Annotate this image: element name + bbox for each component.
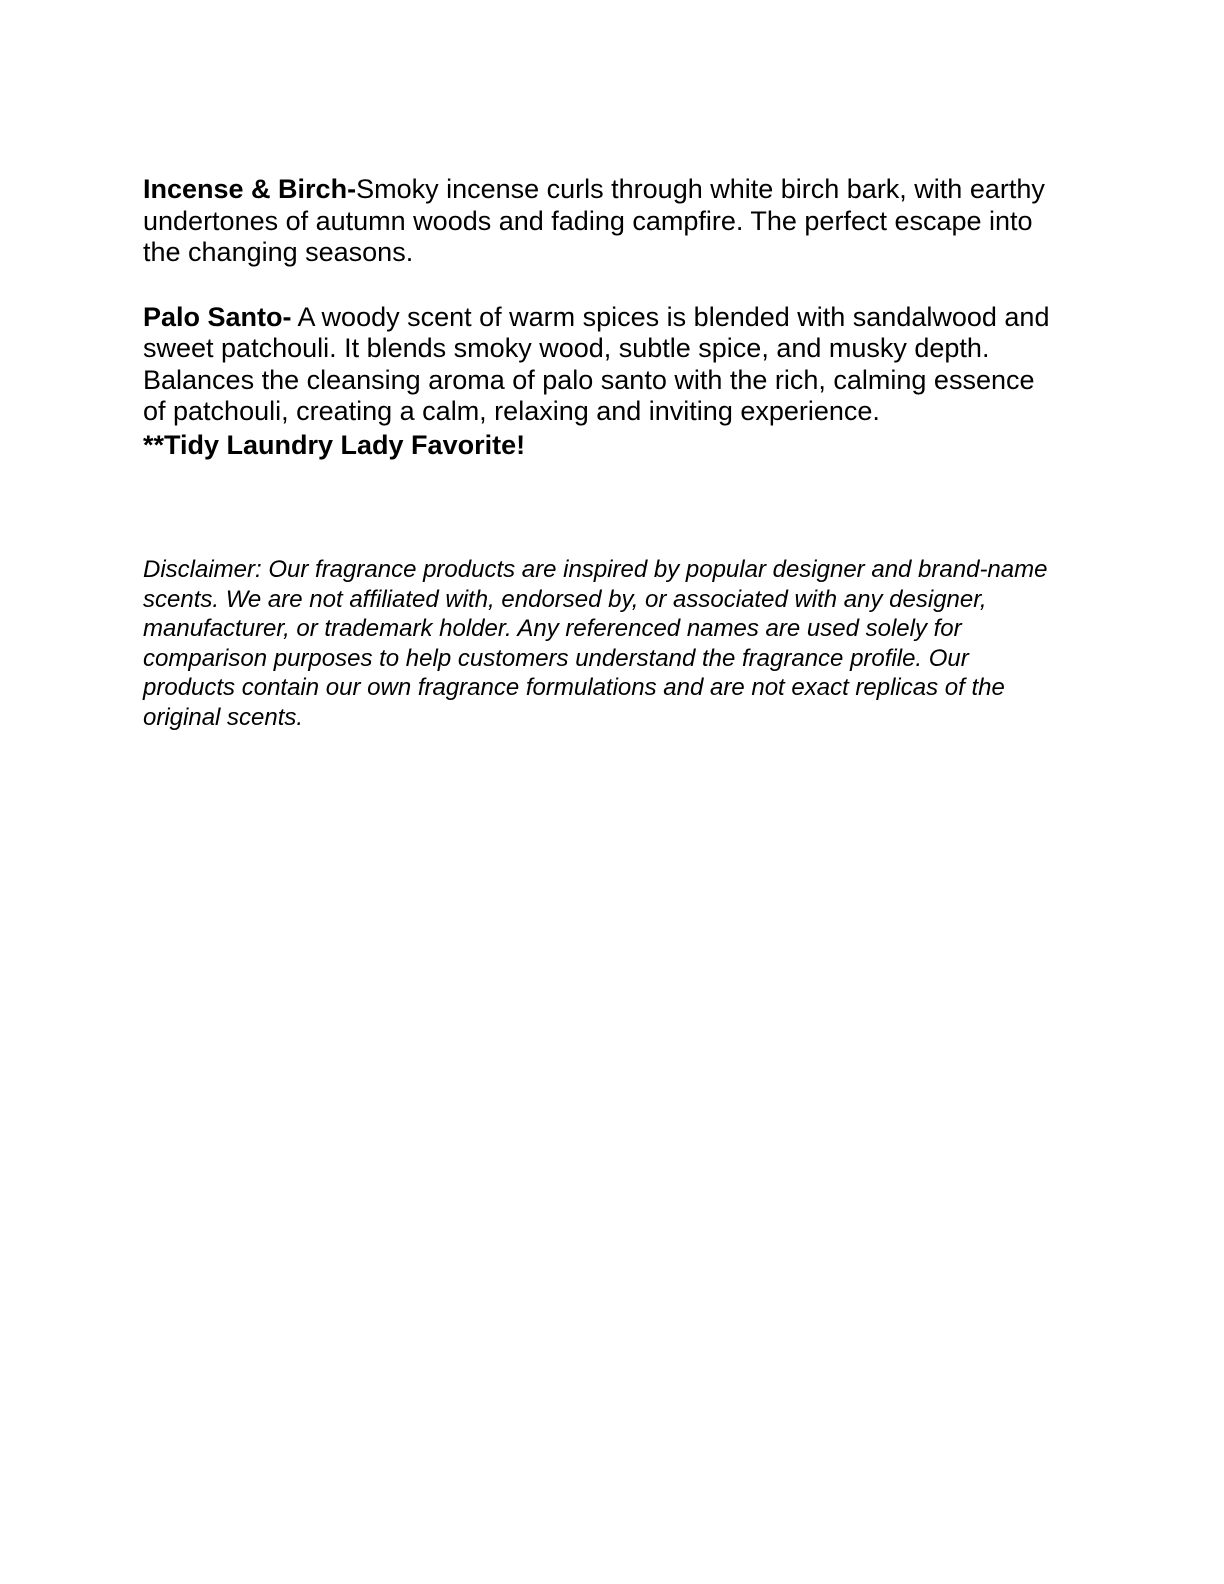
scent-name: Palo Santo-	[143, 301, 292, 332]
scent-incense-birch	[143, 174, 1063, 269]
scent-description: A woody scent of warm spices is blended with sandalwood and sweet patchouli. It blends smoky wood, subtle spice, and musky depth. Balances the cleansing aroma of palo santo with the rich, calming essence of patchouli, creating a calm, relaxing and inviting experience.	[143, 301, 1050, 426]
favorite-note: **Tidy Laundry Lady Favorite!	[143, 429, 526, 460]
scent-description: Smoky incense curls through white birch bark, with earthy undertones of autumn woods and fading campfire. The perfect escape into the changing seasons.	[143, 174, 1045, 267]
document-page	[143, 174, 1063, 733]
scent-name: Incense & Birch-	[143, 174, 357, 204]
scent-palo-santo	[143, 302, 1063, 428]
disclaimer-text: Disclaimer: Our fragrance products are inspired by popular designer and brand-name scents. We are not affiliated with, endorsed by, or associated with any designer, manufacturer, or trademark holder. Any referenced names are used solely for comparison purposes to help customers understand the fragrance profile. Our products contain our own fragrance formulations and are not exact replicas of the original scents.	[143, 556, 1048, 731]
